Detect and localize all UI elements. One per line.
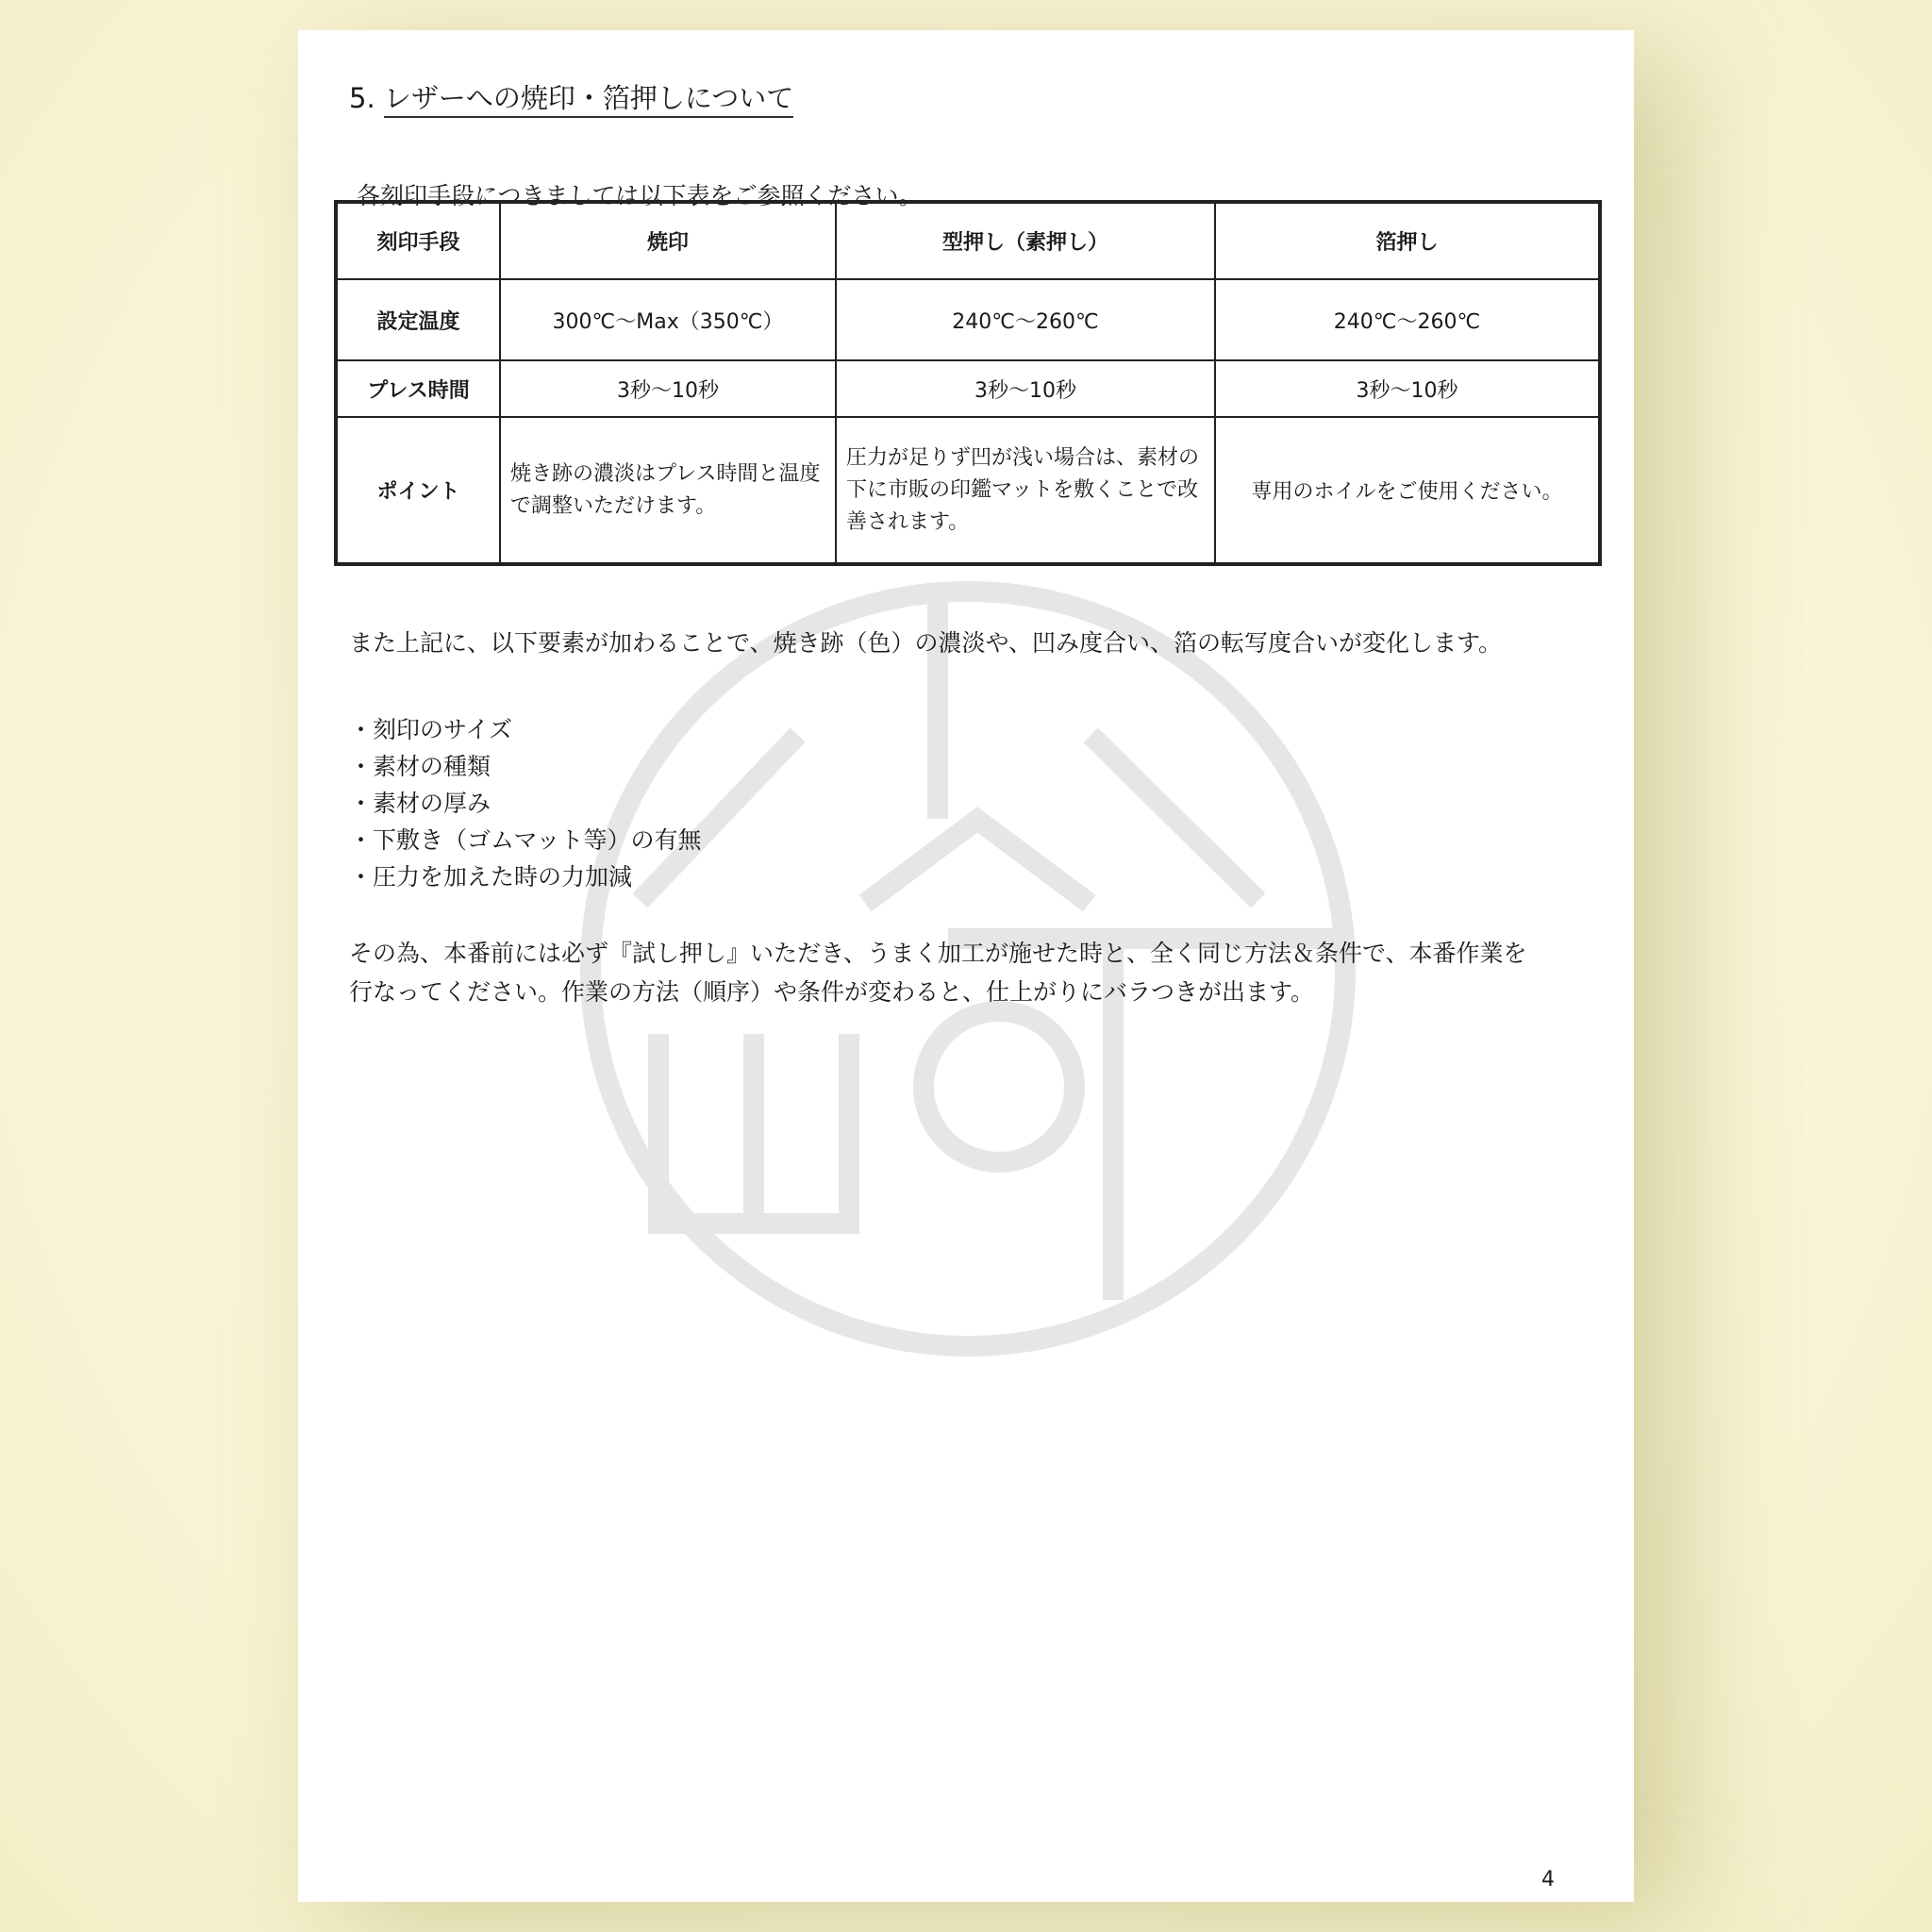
point-embossing-line: 善されます。 xyxy=(846,509,970,534)
header-label-cell: 刻印手段 xyxy=(336,202,500,279)
point-branding-line: 焼き跡の濃淡はプレス時間と温度 xyxy=(510,461,821,486)
press-time-branding: 3秒〜10秒 xyxy=(500,360,836,417)
press-time-foil: 3秒〜10秒 xyxy=(1215,360,1600,417)
table-row xyxy=(336,360,1600,417)
engraving-method-table xyxy=(334,200,1602,566)
temperature-foil: 240℃〜260℃ xyxy=(1215,279,1600,360)
document-page xyxy=(298,30,1634,1902)
header-embossing-cell: 型押し（素押し） xyxy=(836,202,1215,279)
row-label-temperature: 設定温度 xyxy=(336,279,500,360)
row-label-point: ポイント xyxy=(336,417,500,564)
closing-line: 行なってください。作業の方法（順序）や条件が変わると、仕上がりにバラつきが出ます。 xyxy=(349,978,1315,1006)
factors-intro: また上記に、以下要素が加わることで、焼き跡（色）の濃淡や、凹み度合い、箔の転写度合いが変化します。 xyxy=(349,629,1503,657)
temperature-branding: 300℃〜Max（350℃） xyxy=(500,279,836,360)
point-embossing-line: 圧力が足りず凹が浅い場合は、素材の xyxy=(846,445,1200,470)
table-header-row xyxy=(336,202,1600,279)
point-embossing xyxy=(836,417,1215,564)
intro-text: 各刻印手段につきましては以下表をご参照ください。 xyxy=(357,182,923,209)
temperature-embossing: 240℃〜260℃ xyxy=(836,279,1215,360)
point-foil: 専用のホイルをご使用ください。 xyxy=(1215,417,1600,564)
table-row xyxy=(336,417,1600,564)
section-title xyxy=(349,77,793,119)
page-number: 4 xyxy=(1541,1868,1555,1891)
point-embossing-line: 下に市販の印鑑マットを敷くことで改 xyxy=(846,477,1199,502)
list-item: ・素材の厚み xyxy=(349,790,491,817)
closing-line: その為、本番前には必ず『試し押し』いただき、うまく加工が施せた時と、全く同じ方法＆条件で、本番作業を xyxy=(349,940,1527,967)
closing-paragraph xyxy=(349,934,1527,1011)
table-row xyxy=(336,279,1600,360)
list-item: ・下敷き（ゴムマット等）の有無 xyxy=(349,826,702,854)
point-branding-line: で調整いただけます。 xyxy=(510,493,717,518)
point-branding xyxy=(500,417,836,564)
press-time-embossing: 3秒〜10秒 xyxy=(836,360,1215,417)
section-title-text: レザーへの焼印・箔押しについて xyxy=(384,82,793,118)
list-item: ・圧力を加えた時の力加減 xyxy=(349,863,633,891)
header-foil-cell: 箔押し xyxy=(1215,202,1600,279)
list-item: ・素材の種類 xyxy=(349,753,491,780)
list-item: ・刻印のサイズ xyxy=(349,716,513,743)
header-branding-cell: 焼印 xyxy=(500,202,836,279)
factors-list xyxy=(349,711,702,895)
section-number: 5. xyxy=(349,82,375,114)
row-label-press-time: プレス時間 xyxy=(336,360,500,417)
